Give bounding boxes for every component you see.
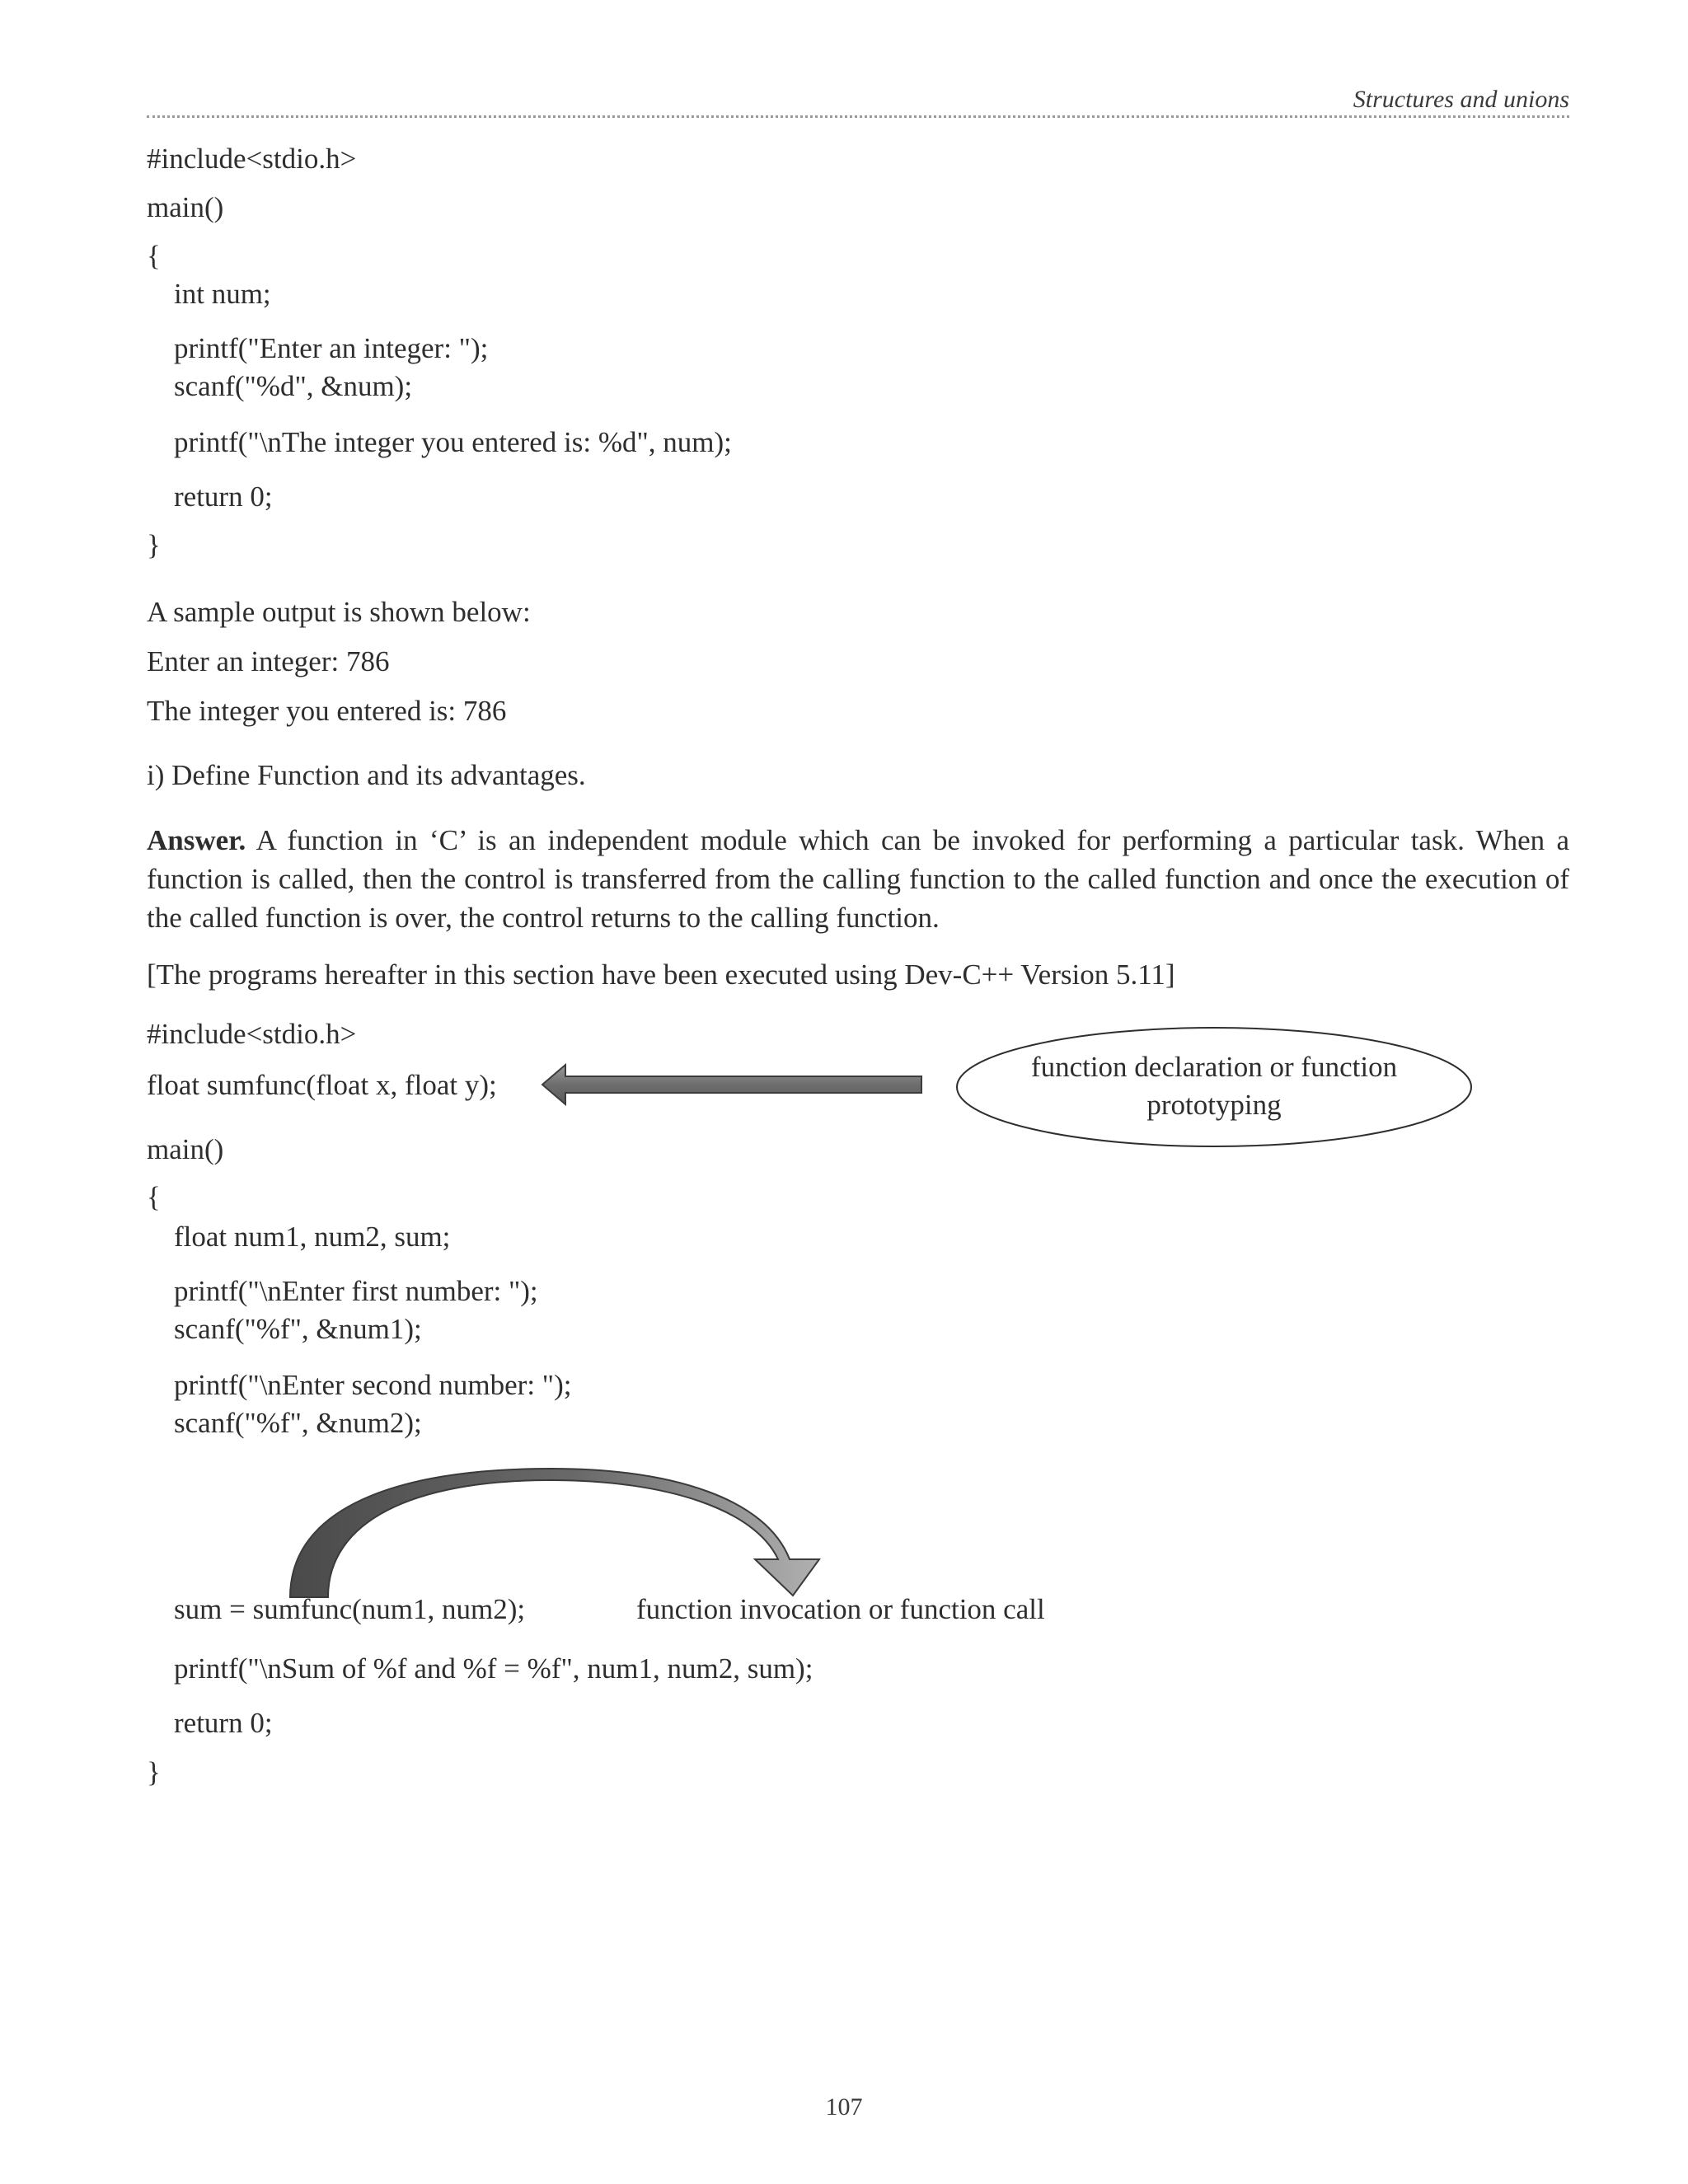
code-line: float sumfunc(float x, float y);	[147, 1069, 497, 1101]
running-header: Structures and unions	[1353, 86, 1569, 113]
sample-output-line: Enter an integer: 786	[147, 645, 390, 677]
code-line: {	[147, 1181, 161, 1213]
code-line: }	[147, 1756, 161, 1788]
code-line: printf("Enter an integer: ");	[174, 332, 489, 364]
code-line: printf("\nEnter second number: ");	[174, 1369, 572, 1401]
code-line: printf("\nEnter first number: ");	[174, 1275, 538, 1307]
sample-output-line: The integer you entered is: 786	[147, 695, 507, 727]
code-line: #include<stdio.h>	[147, 1018, 357, 1050]
code-line: main()	[147, 191, 224, 223]
execution-note: [The programs hereafter in this section have been executed using Dev-C++ Version 5.11]	[147, 958, 1175, 991]
declaration-callout-label	[971, 1048, 1457, 1124]
invocation-curved-arrow	[290, 1469, 819, 1597]
code-line: return 0;	[174, 480, 273, 513]
code-line: printf("\nSum of %f and %f = %f", num1, num2, sum);	[174, 1652, 814, 1685]
answer-label: Answer.	[147, 824, 246, 856]
callout-line: prototyping	[1146, 1089, 1282, 1121]
page-number: 107	[825, 2093, 863, 2121]
code-line: printf("\nThe integer you entered is: %d", num);	[174, 426, 732, 458]
code-line: }	[147, 529, 161, 561]
question-text: i) Define Function and its advantages.	[147, 759, 586, 791]
sample-output-intro: A sample output is shown below:	[147, 596, 531, 628]
code-line: scanf("%f", &num2);	[174, 1407, 422, 1439]
code-line: #include<stdio.h>	[147, 143, 357, 175]
callout-line: function declaration or function	[1030, 1051, 1398, 1083]
code-line: scanf("%d", &num);	[174, 370, 413, 402]
code-line: return 0;	[174, 1707, 273, 1739]
code-line: float num1, num2, sum;	[174, 1221, 451, 1253]
code-line: {	[147, 240, 161, 272]
code-line: sum = sumfunc(num1, num2);	[174, 1593, 526, 1625]
answer-text: A function in ‘C’ is an independent module which can be invoked for performing a particular task. When a function is called, then the control is transferred from the calling function to the called function and once the execution of the called function is over, the control returns to the calling function.	[147, 824, 1569, 934]
invocation-label: function invocation or function call	[636, 1593, 1045, 1625]
code-line: scanf("%f", &num1);	[174, 1313, 422, 1345]
declaration-arrow	[542, 1065, 921, 1104]
code-line: int num;	[174, 278, 271, 310]
code-line: main()	[147, 1133, 224, 1165]
